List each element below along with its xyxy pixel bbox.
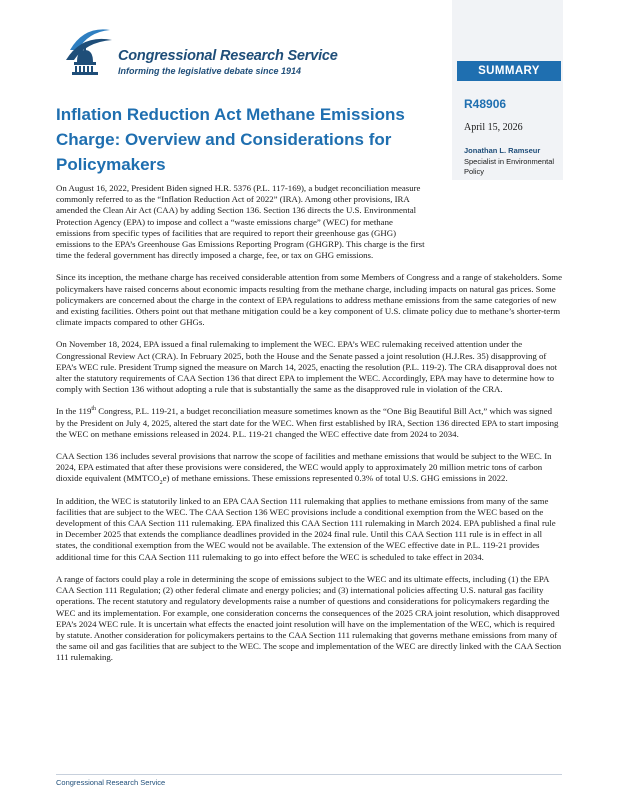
footer-divider <box>56 774 562 775</box>
author-name: Jonathan L. Ramseur <box>464 146 541 155</box>
paragraph-text: In the 119 <box>56 406 92 417</box>
subscript: 2 <box>159 480 163 487</box>
paragraph: On August 16, 2022, President Biden signed H.R. 5376 (P.L. 117-169), a budget reconciliation measure commonly referred to as the “Inflation Reduction Act of 2022” (IRA). Among other provisions, IRA amended the Clean Air Act (CAA) by adding Section 136. Section 136 directs the U.S. Environmental Protection Agency (EPA) to impose and collect a “waste emissions charge” (WEC) for methane emissions from specific types of facilities that are required to report their greenhouse gas (GHG) emissions to the EPA’s Greenhouse Gas Emissions Reporting Program (GHGRP). This charge is the first time the federal government has directly imposed a charge, fee, or tax on GHG emissions. <box>56 183 425 261</box>
paragraph-text: e) of methane emissions. These emissions represented 0.3% of total U.S. GHG emissions in 2022. <box>162 473 508 484</box>
paragraph: Since its inception, the methane charge has received considerable attention from some Members of Congress and a range of stakeholders. Some policymakers have raised concerns about economic impacts resulting from the methane charge, including impacts on natural gas prices. Some policymakers are concerned about the charge in the context of EPA regulations to address methane emissions from the same categories of new and existing facilities. Others point out that methane mitigation could be a key component of U.S. climate policy due to methane’s shorter-term climate impacts compared to other GHGs. <box>56 272 562 328</box>
report-number: R48906 <box>464 97 507 111</box>
capitol-dome-icon <box>64 20 116 78</box>
paragraph: On November 18, 2024, EPA issued a final rulemaking to implement the WEC. EPA’s WEC rulemaking received attention under the Congressional Review Act (CRA). In February 2025, both the House and the Senate passed a joint resolution (H.J.Res. 35) disapproving of EPA’s WEC rule. President Trump signed the measure on March 14, 2025, enacting the resolution (P.L. 119-2). The CRA disapproval does not alter the statutory requirements of CAA Section 136 that direct EPA to implement the WEC. Accordingly, EPA may have to determine how to comply with Section 136 without adopting a rule that is substantially the same as the disapproved rule in violation of the CRA. <box>56 339 558 395</box>
report-title: Inflation Reduction Act Methane Emissions Charge: Overview and Considerations for Policymakers <box>56 105 405 174</box>
author-title: Specialist in Environmental Policy <box>464 157 555 176</box>
org-tagline: Informing the legislative debate since 1914 <box>118 66 302 76</box>
paragraph-text: CAA Section 136 includes several provisions that narrow the scope of facilities and methane emissions that would be subject to the WEC. In 2024, EPA estimated that after these provisions were considered, the WEC would apply to approximately 20 million metric tons of carbon dioxide equivalent (MMTCO <box>56 451 552 484</box>
paragraph-text: Congress, P.L. 119-21, a budget reconciliation measure sometimes known as the “One Big Beautiful Bill Act,” which was signed by the President on July 4, 2025, altered the start date for the WEC. When first established by IRA, Section 136 directed EPA to start imposing the WEC on methane emissions released in 2024. P.L. 119-21 changed the WEC effective date from 2024 to 2034. <box>56 406 559 439</box>
footer-org-name: Congressional Research Service <box>56 778 166 787</box>
paragraph <box>56 406 562 440</box>
superscript: th <box>91 406 97 413</box>
org-name: Congressional Research Service <box>118 48 338 64</box>
paragraph: A range of factors could play a role in determining the scope of emissions subject to the WEC and its ultimate effects, including (1) the EPA CAA Section 111 Regulation; (2) other federal climate and energy policies; and (3) international policies affecting U.S. natural gas facility operations. The recent statutory and regulatory developments raise a number of questions and considerations for policymakers regarding the WEC and its implementation. For example, one consideration concerns the consequences of the 2025 CRA joint resolution, which disapproved EPA’s 2024 WEC rule. It is uncertain what effects the enacted joint resolution will have on the implementation of the WEC, which is required by statute. Another consideration for policymakers pertains to the CAA Section 111 rulemaking that governs methane emissions from many of the same oil and gas facilities that are subject to the WEC. The scope and implementation of the WEC are directly linked with the CAA Section 111 rulemaking. <box>56 573 562 663</box>
summary-body <box>56 183 562 675</box>
paragraph <box>56 451 562 485</box>
report-date: April 15, 2026 <box>464 122 523 133</box>
paragraph: In addition, the WEC is statutorily linked to an EPA CAA Section 111 rulemaking that applies to methane emissions from many of the same facilities that are subject to the WEC. The CAA Section 136 WEC provisions include a conditional exemption from the WEC based on the development of this CAA Section 111 rulemaking. EPA finalized this CAA Section 111 rulemaking in March 2024. EPA published a final rule in December 2025 that extends the compliance deadlines provided in the 2024 final rule. Until this CAA Section 111 rule is in effect in all states, the conditional exemption from the WEC would not be available. The extension of the WEC effective date in P.L. 119-21 provides additional time for this CAA Section 111 rulemaking to go into effect before the WEC is scheduled to take effect in 2034. <box>56 495 556 562</box>
crs-logo <box>64 20 338 80</box>
summary-header: SUMMARY <box>457 61 561 81</box>
